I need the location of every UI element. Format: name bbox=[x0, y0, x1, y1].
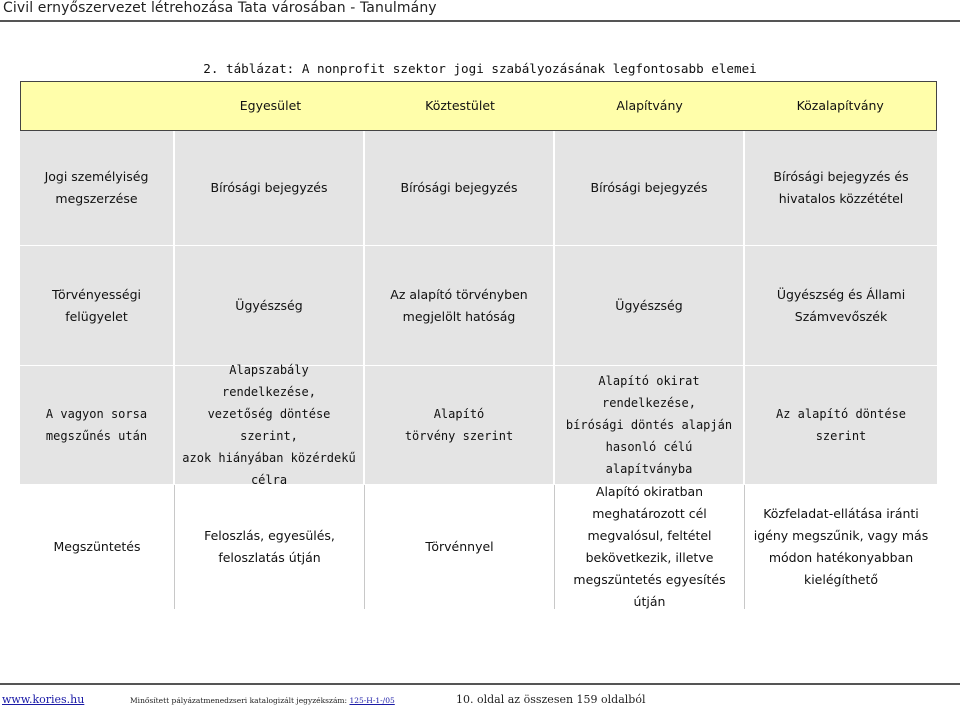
cell-line: Az alapító törvényben bbox=[390, 286, 528, 302]
header-cell-alapitvany: Alapítvány bbox=[616, 98, 683, 113]
cell-line: Alapító okirat rendelkezése, bbox=[598, 374, 700, 410]
cell-line: kielégíthető bbox=[803, 572, 879, 587]
row-label-cell bbox=[20, 131, 175, 245]
catalog-text: Minősített pályázatmenedzseri katalogizált jegyzékszám: bbox=[130, 696, 350, 705]
table-cell bbox=[365, 485, 555, 609]
table-row-megszuntetes bbox=[20, 485, 937, 610]
cell-line: bekövetkezik, illetve bbox=[585, 550, 714, 565]
row-label-line: Megszüntetés bbox=[53, 539, 141, 554]
cell-line: Az alapító döntése szerint bbox=[775, 407, 907, 443]
table-cell bbox=[365, 366, 555, 484]
cell-line: Bírósági bejegyzés bbox=[400, 180, 518, 195]
cell-line: bírósági döntés alapján bbox=[565, 418, 733, 432]
table-cell bbox=[365, 246, 555, 365]
cell-line: Alapszabály rendelkezése, bbox=[222, 363, 316, 399]
catalog-number-link[interactable]: 125-H-1-/05 bbox=[349, 696, 395, 705]
cell-line: Törvénnyel bbox=[425, 539, 494, 554]
cell-line: Feloszlás, egyesülés, bbox=[204, 528, 335, 543]
cell-line: vezetőség döntése szerint, bbox=[207, 407, 331, 443]
cell-line: igény megszűnik, vagy más bbox=[753, 528, 929, 543]
header-divider bbox=[0, 20, 960, 22]
footer-divider bbox=[0, 683, 960, 685]
table-header-row bbox=[20, 81, 937, 131]
table-caption: 2. táblázat: A nonprofit szektor jogi szabályozásának legfontosabb elemei bbox=[203, 61, 757, 76]
cell-line: azok hiányában közérdekű bbox=[182, 451, 356, 465]
table-cell bbox=[175, 131, 365, 245]
table-row-torvenyessegi-felugyelet bbox=[20, 246, 937, 366]
table-cell bbox=[745, 246, 937, 365]
cell-line: Ügyészség bbox=[235, 297, 303, 313]
cell-line: Bírósági bejegyzés bbox=[210, 180, 328, 195]
site-link[interactable]: www.kories.hu bbox=[2, 693, 85, 706]
header-cell-egyesulet: Egyesület bbox=[239, 98, 302, 113]
row-label-line: Jogi személyiség bbox=[44, 169, 149, 184]
table-cell bbox=[175, 246, 365, 365]
cell-line: Bírósági bejegyzés bbox=[590, 180, 708, 195]
cell-line: törvény szerint bbox=[404, 429, 514, 443]
row-label-line: Törvényességi bbox=[51, 286, 141, 302]
cell-line: megszüntetés egyesítés útján bbox=[573, 572, 726, 609]
table-cell bbox=[555, 366, 745, 484]
table-cell bbox=[365, 131, 555, 245]
row-label-line: megszűnés után bbox=[45, 429, 148, 443]
regulation-table bbox=[20, 81, 937, 610]
cell-line: célra bbox=[250, 473, 288, 487]
document-header-title: Civil ernyőszervezet létrehozása Tata városában - Tanulmány bbox=[3, 0, 437, 16]
table-row-vagyon-sorsa bbox=[20, 363, 937, 487]
table-cell bbox=[555, 131, 745, 245]
header-cell-koztestulet: Köztestület bbox=[425, 98, 495, 113]
row-label-line: megszerzése bbox=[55, 191, 138, 206]
cell-line: Ügyészség és Állami bbox=[776, 286, 906, 302]
cell-line: Számvevőszék bbox=[794, 308, 888, 324]
table-cell bbox=[745, 485, 937, 609]
row-label-line: felügyelet bbox=[65, 308, 128, 324]
cell-line: hivatalos közzététel bbox=[778, 191, 904, 206]
cell-line: megjelölt hatóság bbox=[402, 308, 516, 324]
cell-line: Alapító bbox=[433, 407, 485, 421]
row-label-cell bbox=[20, 485, 175, 609]
table-row-jogi-szemelyiseg bbox=[20, 131, 937, 246]
cell-line: Bírósági bejegyzés és bbox=[773, 169, 909, 184]
cell-line: Ügyészség bbox=[615, 297, 683, 313]
table-cell bbox=[175, 363, 365, 487]
cell-line: hasonló célú alapítványba bbox=[605, 440, 693, 476]
catalog-note bbox=[130, 696, 395, 705]
cell-line: Közfeladat-ellátása iránti bbox=[763, 506, 919, 521]
cell-line: Alapító okiratban bbox=[595, 484, 704, 499]
header-cell-kozalapitvany: Közalapítvány bbox=[796, 98, 884, 113]
table-cell bbox=[745, 366, 937, 484]
row-label-cell bbox=[20, 246, 175, 365]
table-cell bbox=[555, 246, 745, 365]
table-cell bbox=[555, 485, 745, 609]
cell-line: megvalósul, feltétel bbox=[587, 528, 712, 543]
cell-line: módon hatékonyabban bbox=[768, 550, 914, 565]
table-cell bbox=[175, 485, 365, 609]
cell-line: feloszlatás útján bbox=[218, 550, 321, 565]
table-cell bbox=[745, 131, 937, 245]
row-label-cell bbox=[20, 366, 175, 484]
cell-line: meghatározott cél bbox=[592, 506, 707, 521]
row-label-line: A vagyon sorsa bbox=[45, 407, 148, 421]
page-info: 10. oldal az összesen 159 oldalból bbox=[456, 693, 646, 706]
header-cell-empty bbox=[21, 82, 176, 130]
